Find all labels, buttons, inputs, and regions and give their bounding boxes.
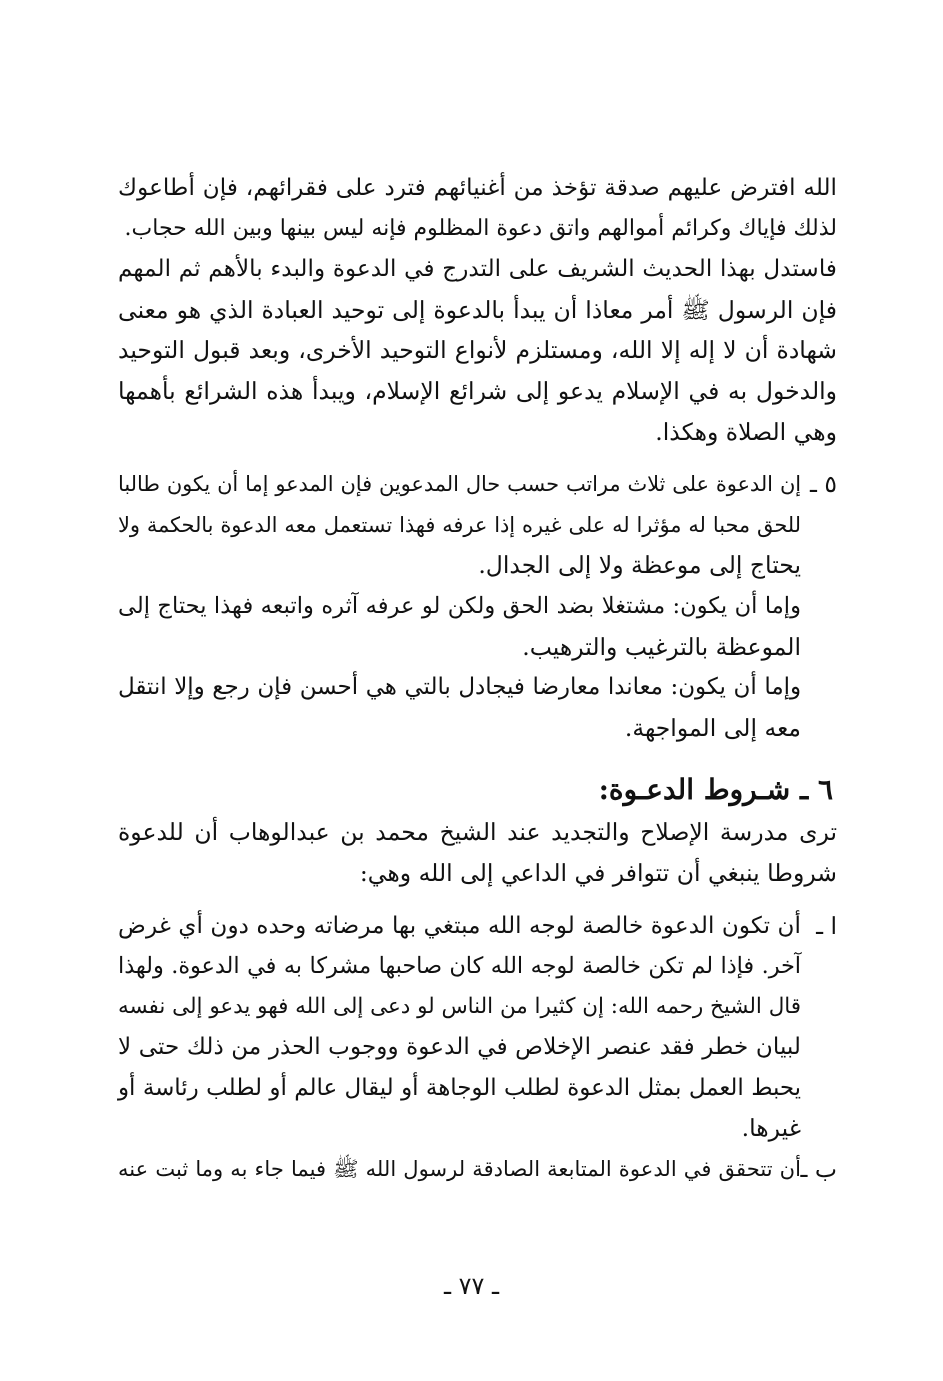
inference-paragraph — [118, 249, 837, 452]
text-line: الموعظة بالترغيب والترهيب. — [522, 632, 801, 661]
section-heading: ٦ ـ شـروط الدعـوة: — [598, 773, 833, 807]
condition-b — [118, 1149, 837, 1190]
text-line: لذلك فإياك وكرائم أموالهم واتق دعوة المظلوم فإنه ليس بينها وبين الله حجاب. — [124, 215, 837, 241]
page-body — [118, 168, 837, 1190]
section-6 — [118, 768, 837, 893]
list-marker: ٥ ـ — [810, 470, 837, 499]
text-line: معه إلى المواجهة. — [624, 713, 801, 742]
text-line: أن تتحقق في الدعوة المتابعة الصادقة لرسول الله ﷺ فيما جاء به وما ثبت عنه — [118, 1156, 801, 1182]
text-line: قال الشيخ رحمه الله: إن كثيرا من الناس لو دعى إلى الله فهو يدعو إلى نفسه — [118, 993, 801, 1019]
text-line: ترى مدرسة الإصلاح والتجديد عند الشيخ محمد بن عبدالوهاب أن للدعوة — [118, 818, 837, 847]
text-line: وإما أن يكون: مشتغلا بضد الحق ولكن لو عرفه آثره واتبعه فهذا يحتاج إلى — [118, 592, 801, 619]
text-line: فاستدل بهذا الحديث الشريف على التدرج في الدعوة والبدء بالأهم ثم المهم — [118, 255, 837, 283]
text-line: شروطا ينبغي أن تتوافر في الداعي إلى الله وهي: — [359, 858, 837, 887]
text-line: والدخول به في الإسلام يدعو إلى شرائع الإسلام، ويبدأ هذه الشرائع بأهمها — [118, 376, 837, 405]
text-line: وإما أن يكون: معاندا معارضا فيجادل بالتي هي أحسن فإن رجع وإلا انتقل — [118, 674, 801, 701]
text-line: آخر. فإذا لم تكن خالصة لوجه الله كان صاحبها مشركا به في الدعوة. ولهذا — [118, 953, 801, 980]
text-line: إن الدعوة على ثلاث مراتب حسب حال المدعوين فإن المدعو إما أن يكون طالبا — [118, 472, 801, 497]
intro-paragraph — [118, 168, 837, 249]
text-line: للحق محبا له مؤثرا له على غيره إذا عرفه فهذا تستعمل معه الدعوة بالحكمة ولا — [118, 512, 801, 537]
text-line: شهادة أن لا إله إلا الله، ومستلزم لأنواع التوحيد الأخرى، وبعد قبول التوحيد — [118, 336, 837, 365]
text-line: وهي الصلاة وهكذا. — [655, 417, 837, 446]
text-line: غيرها. — [741, 1114, 801, 1143]
text-line: فإن الرسول ﷺ أمر معاذا أن يبدأ بالدعوة إلى توحيد العبادة الذي هو معنى — [118, 295, 838, 324]
text-line: الله افترض عليهم صدقة تؤخذ من أغنيائهم فترد على فقرائهم، فإن أطاعوك — [118, 174, 837, 201]
list-marker: ب ـ — [800, 1155, 837, 1184]
text-line: لبيان خطر فقد عنصر الإخلاص في الدعوة ووجوب الحذر من ذلك حتى لا — [118, 1033, 801, 1061]
point-5 — [118, 464, 837, 748]
list-marker: ا ـ — [816, 911, 837, 940]
condition-a — [118, 906, 837, 1150]
text-line: يحبط العمل بمثل الدعوة لطلب الوجاهة أو ليقال عالم أو لطلب رئاسة أو — [118, 1074, 801, 1101]
text-line: أن تكون الدعوة خالصة لوجه الله مبتغي بها مرضاته وحده دون أي غرض — [118, 911, 801, 939]
page-number: ـ ٧٧ ـ — [443, 1272, 500, 1300]
text-line: يحتاج إلى موعظة ولا إلى الجدال. — [478, 551, 801, 580]
